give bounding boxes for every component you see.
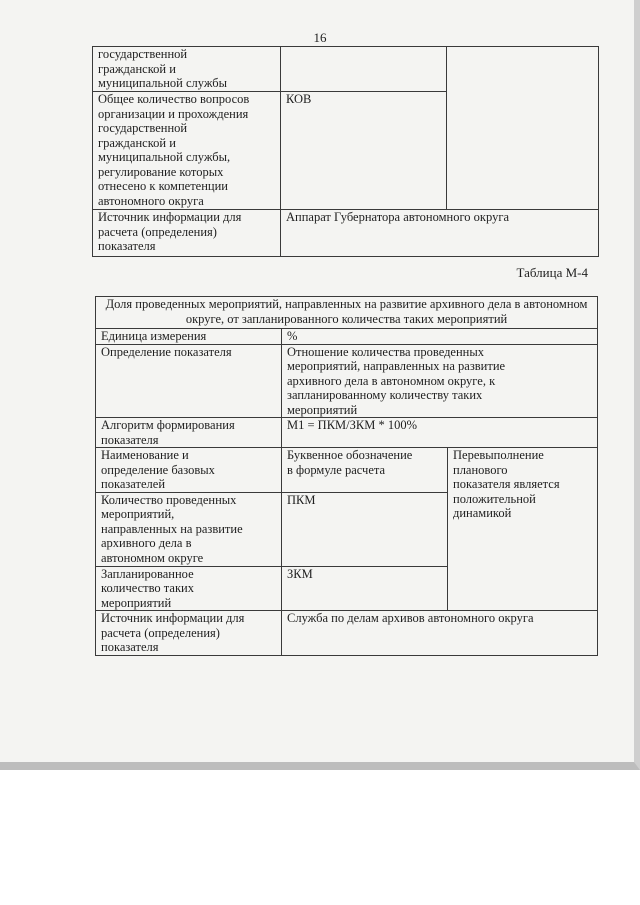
table-row [96,329,598,345]
cell-note: Перевыполнение планового показателя является положительной динамикой [448,448,598,611]
table-title: Доля проведенных мероприятий, направленных на развитие архивного дела в автономном округе, от запланированного количества таких мероприятий [96,297,598,329]
cell-value: КОВ [281,92,447,210]
cell-label: Алгоритм формирования показателя [96,418,282,448]
table-continued [92,46,599,257]
table-caption: Таблица М-4 [516,265,588,280]
cell-label: Запланированное количество таких мероприятий [96,566,282,611]
cell-value: ЗКМ [282,566,448,611]
cell-label: Единица измерения [96,329,282,345]
cell-formula: M1 = ПКМ/ЗКМ * 100% [282,418,598,448]
cell-value: Отношение количества проведенных мероприятий, направленных на развитие архивного дела в автономном округе, к запланированному количеству таких мероприятий [282,344,598,418]
cell-label: Общее количество вопросов организации и прохождения государственной гражданской и муниципальной службы, регулирование которых отнесено к компетенции автономного округа [93,92,281,210]
cell-label: Количество проведенных мероприятий, направленных на развитие архивного дела в автономном округе [96,492,282,566]
page-number: 16 [313,30,327,45]
table-row [93,47,599,92]
cell-label: Источник информации для расчета (определения) показателя [93,210,281,257]
cell-label: Источник информации для расчета (определения) показателя [96,611,282,656]
cell-label: государственной гражданской и муниципальной службы [93,47,281,92]
cell-value: Буквенное обозначение в формуле расчета [282,448,448,493]
table-row [93,210,599,257]
cell-label: Наименование и определение базовых показателей [96,448,282,493]
cell-label: Определение показателя [96,344,282,418]
table-row [96,611,598,656]
table-row [96,418,598,448]
cell-value: Аппарат Губернатора автономного округа [281,210,599,257]
cell-value: Служба по делам архивов автономного округа [282,611,598,656]
table-row [96,344,598,418]
cell-value: ПКМ [282,492,448,566]
cell-note-empty [447,47,599,210]
table-m4 [95,296,598,656]
cell-value: % [282,329,598,345]
table-title-row [96,297,598,329]
table-row [96,448,598,493]
cell-value [281,47,447,92]
